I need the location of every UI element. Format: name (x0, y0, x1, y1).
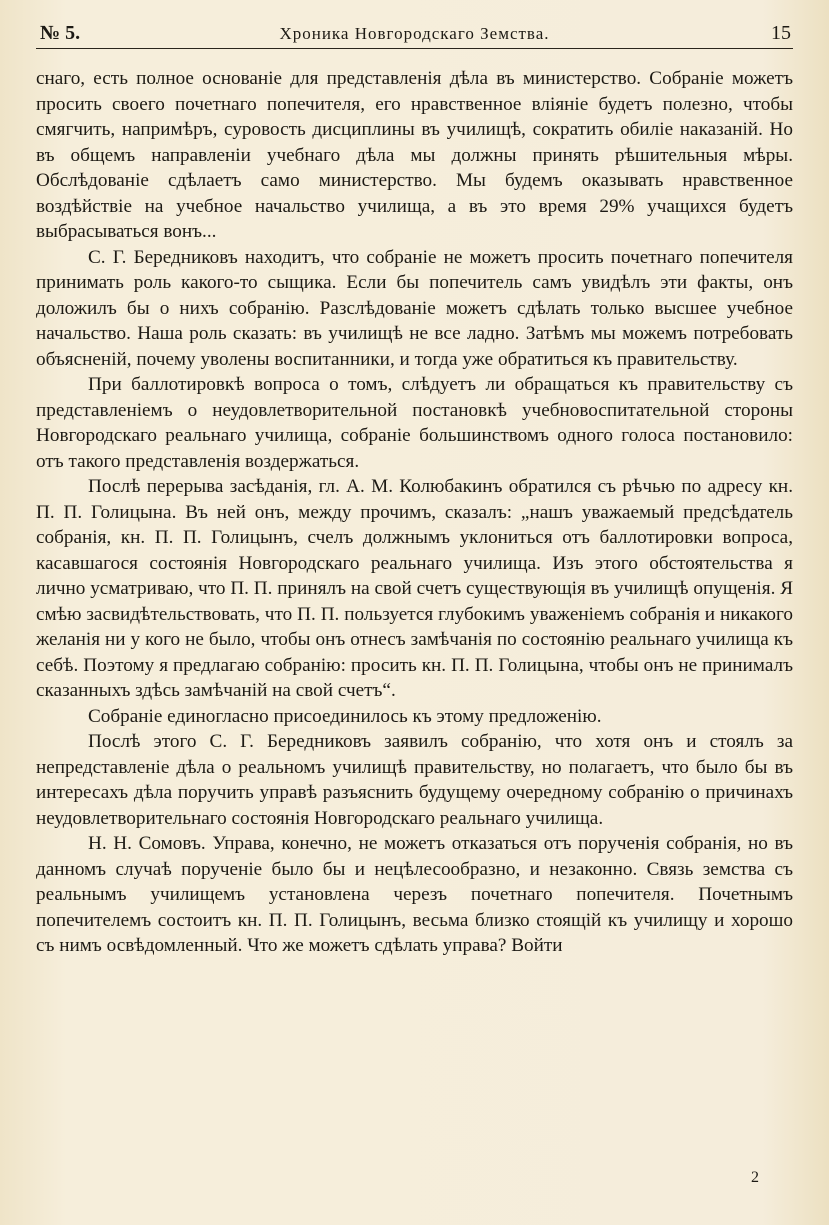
running-header (36, 20, 793, 49)
paragraph: Собраніе единогласно присоединилось къ этому предложенію. (88, 705, 602, 727)
issue-number: № 5. (40, 22, 81, 44)
paragraph: С. Г. Бередниковъ находитъ, что собраніе не можетъ просить почетнаго попечителя принимать роль какого-то сыщика. Если бы попечитель самъ увидѣлъ эти факты, онъ доложилъ бы о нихъ собранію. Разслѣдованіе можетъ сдѣлать только высшее учебное начальство. Наша роль сказать: въ училищѣ не все ладно. Затѣмъ мы можемъ потребовать объясненій, почему уволены воспитанники, и тогда уже обратиться къ правительству. (36, 246, 793, 370)
paragraph: Послѣ перерыва засѣданія, гл. А. М. Колюбакинъ обратился съ рѣчью по адресу кн. П. П. Голицына. Въ ней онъ, между прочимъ, сказалъ: „нашъ уважаемый предсѣдатель собранія, кн. П. П. Голицынъ, счелъ должнымъ уклониться отъ баллотировки вопроса, касавшагося состоянія Новгородскаго реальнаго училища. Изъ этого обстоятельства я лично усматриваю, что П. П. принялъ на свой счетъ существующія въ училищѣ опущенія. Я смѣю засвидѣтельствовать, что П. П. пользуется глубокимъ уваженіемъ собранія и никакого желанія ни у кого не было, чтобы онъ отнесъ замѣчанія по состоянію реальнаго училища къ себѣ. Поэтому я предлагаю собранію: просить кн. П. П. Голицына, чтобы онъ не принималъ сказанныхъ здѣсь замѣчаній на свой счетъ“. (36, 476, 793, 701)
journal-title: Хроника Новгородскаго Земства. (279, 24, 550, 43)
article-body (36, 66, 793, 959)
paragraph: Послѣ этого С. Г. Бередниковъ заявилъ собранію, что хотя онъ и стоялъ за непредставленіе дѣла о реальномъ училищѣ правительству, но полагаетъ, что было бы въ интересахъ дѣла поручить управѣ разъяснить будущему очередному собранію о причинахъ неудовлетворительнаго состоянія Новгородскаго реальнаго училища. (36, 731, 793, 829)
signature-mark: 2 (751, 1169, 759, 1186)
paragraph: При баллотировкѣ вопроса о томъ, слѣдуетъ ли обращаться къ правительству съ представленіемъ о неудовлетворительной постановкѣ учебновоспитательной стороны Новгородскаго реальнаго училища, собраніе большинствомъ одного голоса постановило: отъ такого представленія воздержаться. (36, 374, 793, 472)
page-number: 15 (771, 22, 791, 44)
paragraph: снаго, есть полное основаніе для представленія дѣла въ министерство. Собраніе можетъ просить своего почетнаго попечителя, его нравственное вліяніе будетъ полезно, чтобы смягчить, напримѣръ, суровость дисциплины въ училищѣ, сократить обиліе наказаній. Но въ общемъ направленіи учебнаго дѣла мы должны принять рѣшительныя мѣры. Обслѣдованіе сдѣлаетъ само министерство. Мы будемъ оказывать нравственное воздѣйствіе на учебное начальство училища, а въ это время 29% учащихся будетъ выбрасываться вонъ... (36, 68, 793, 242)
paragraph: Н. Н. Сомовъ. Управа, конечно, не можетъ отказаться отъ порученія собранія, но въ данномъ случаѣ порученіе было бы и нецѣлесообразно, и незаконно. Связь земства съ реальнымъ училищемъ установлена черезъ почетнаго попечителя. Почетнымъ попечителемъ состоитъ кн. П. П. Голицынъ, весьма близко стоящій къ училищу и хорошо съ нимъ освѣдомленный. Что же можетъ сдѣлать управа? Войти (36, 833, 793, 956)
